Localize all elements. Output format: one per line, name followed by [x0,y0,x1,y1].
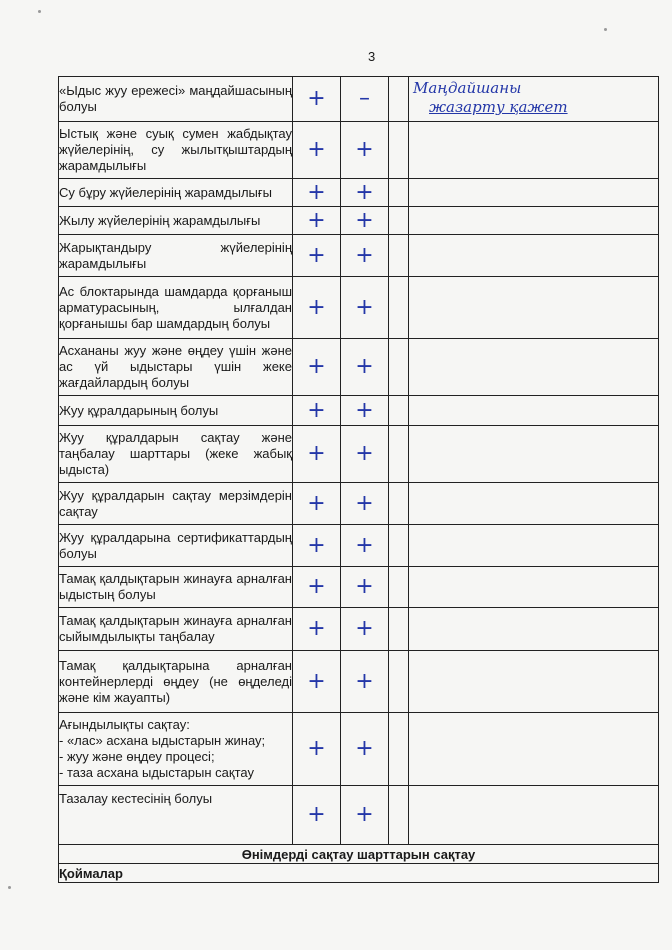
table-row [59,339,659,396]
empty-cell [409,122,659,179]
plus-mark: + [355,242,374,268]
empty-cell [409,396,659,426]
empty-cell [389,786,409,845]
mark-cell [341,567,389,608]
criterion-cell: «Ыдыс жуу ережесі» маңдайшасының болуы [59,77,293,122]
list-item: Ағындылықты сақтау: [59,717,190,732]
plus-mark: + [307,397,326,423]
plus-mark: + [355,354,374,379]
criterion-cell: Су бұру жүйелерінің жарамдылығы [59,179,293,207]
table-row [59,396,659,426]
criterion-cell: Жуу құралдарын сақтау мерзімдерін сақтау [59,483,293,525]
plus-mark: + [355,397,374,423]
section-heading: Өнімдерді сақтау шарттарын сақтау [59,845,659,864]
criterion-cell: Жарықтандыру жүйелерінің жарамдылығы [59,235,293,277]
table-row [59,567,659,608]
plus-mark: + [307,207,326,233]
empty-cell [409,339,659,396]
empty-cell [409,608,659,651]
empty-cell [389,426,409,483]
note-line: жазарту қажет [429,98,568,116]
plus-mark: + [307,294,326,320]
scan-speck [8,886,11,889]
scan-speck [604,28,607,31]
table-row [59,651,659,713]
table-row [59,277,659,339]
mark-cell [341,235,389,277]
mark-cell [341,77,389,122]
empty-cell [389,235,409,277]
empty-cell [389,483,409,525]
empty-cell [409,207,659,235]
mark-cell [293,483,341,525]
plus-mark: + [307,736,326,761]
table-row [59,207,659,235]
plus-mark: + [307,137,326,162]
handwritten-note [413,79,663,117]
mark-cell [341,608,389,651]
empty-cell [409,235,659,277]
section-row [59,845,659,864]
mark-cell [293,122,341,179]
list-item: - «лас» асхана ыдыстарын жинау; [59,733,266,748]
empty-cell [389,122,409,179]
mark-cell [293,786,341,845]
note-cell [409,77,659,122]
plus-mark: + [355,441,374,466]
empty-cell [409,179,659,207]
dash-mark: – [359,86,370,111]
plus-mark: + [355,179,374,205]
plus-mark: + [355,802,374,827]
mark-cell [293,713,341,786]
subheading: Қоймалар [59,864,659,883]
empty-cell [409,651,659,713]
list-item: - жуу және өңдеу процесі; [59,749,215,764]
mark-cell [293,396,341,426]
table-row [59,426,659,483]
mark-cell [341,207,389,235]
mark-cell [341,277,389,339]
criterion-cell: Ас блоктарында шамдарда қорғаныш арматурасының, ылғалдан қорғанышы бар шамдардың болуы [59,277,293,339]
criterion-cell: Жуу құралдарын сақтау және таңбалау шарттары (жеке жабық ыдыста) [59,426,293,483]
empty-cell [409,713,659,786]
table-row [59,122,659,179]
mark-cell [341,426,389,483]
table-row [59,608,659,651]
plus-mark: + [307,86,326,111]
mark-cell [341,713,389,786]
empty-cell [389,713,409,786]
scan-speck [38,10,41,13]
plus-mark: + [355,668,374,694]
plus-mark: + [307,802,326,827]
criterion-cell: Тазалау кестесінің болуы [59,786,293,845]
criterion-cell: Тамақ қалдықтарын жинауға арналған ыдыстың болуы [59,567,293,608]
empty-cell [389,179,409,207]
mark-cell [293,608,341,651]
plus-mark: + [355,574,374,599]
table-row [59,179,659,207]
mark-cell [341,396,389,426]
mark-cell [293,207,341,235]
empty-cell [389,567,409,608]
criterion-cell: Тамақ қалдықтарын жинауға арналған сыйымдылықты таңбалау [59,608,293,651]
empty-cell [409,786,659,845]
mark-cell [341,179,389,207]
mark-cell [341,525,389,567]
empty-cell [409,277,659,339]
empty-cell [409,426,659,483]
table-row [59,235,659,277]
empty-cell [389,651,409,713]
checklist-table [58,76,659,883]
criterion-cell: Жуу құралдарының болуы [59,396,293,426]
table-row [59,525,659,567]
subheading-row [59,864,659,883]
empty-cell [389,207,409,235]
plus-mark: + [307,490,326,516]
mark-cell [341,483,389,525]
plus-mark: + [355,736,374,761]
criterion-list [59,717,292,781]
plus-mark: + [355,490,374,516]
criterion-cell: Ыстық және суық сумен жабдықтау жүйелерінің, су жылытқыштардың жарамдылығы [59,122,293,179]
empty-cell [389,525,409,567]
empty-cell [389,608,409,651]
criterion-cell: Тамақ қалдықтарына арналған контейнерлерді өңдеу (не өңделеді және кім жауапты) [59,651,293,713]
table-row [59,786,659,845]
mark-cell [293,426,341,483]
plus-mark: + [307,532,326,558]
plus-mark: + [307,616,326,641]
list-item: - таза асхана ыдыстарын сақтау [59,765,254,780]
mark-cell [293,277,341,339]
table-row [59,713,659,786]
mark-cell [293,567,341,608]
mark-cell [293,339,341,396]
empty-cell [389,277,409,339]
empty-cell [409,525,659,567]
mark-cell [293,235,341,277]
plus-mark: + [355,294,374,320]
mark-cell [341,339,389,396]
mark-cell [293,179,341,207]
plus-mark: + [307,242,326,268]
plus-mark: + [307,179,326,205]
criterion-cell: Асхананы жуу және өңдеу үшін және ас үй ыдыстары үшін жеке жағдайлардың болуы [59,339,293,396]
page-number: 3 [368,49,376,64]
empty-cell [389,396,409,426]
mark-cell [293,77,341,122]
empty-cell [409,483,659,525]
mark-cell [341,651,389,713]
empty-cell [389,77,409,122]
plus-mark: + [355,616,374,641]
criterion-cell: Жылу жүйелерінің жарамдылығы [59,207,293,235]
criterion-cell [59,713,293,786]
criterion-cell: Жуу құралдарына сертификаттардың болуы [59,525,293,567]
plus-mark: + [355,207,374,233]
empty-cell [409,567,659,608]
mark-cell [341,786,389,845]
table-row [59,483,659,525]
empty-cell [389,339,409,396]
note-line: Маңдайшаны [413,79,522,97]
plus-mark: + [307,668,326,694]
plus-mark: + [307,441,326,466]
plus-mark: + [307,354,326,379]
plus-mark: + [355,532,374,558]
plus-mark: + [355,137,374,162]
table-row [59,77,659,122]
plus-mark: + [307,574,326,599]
mark-cell [293,651,341,713]
mark-cell [341,122,389,179]
mark-cell [293,525,341,567]
